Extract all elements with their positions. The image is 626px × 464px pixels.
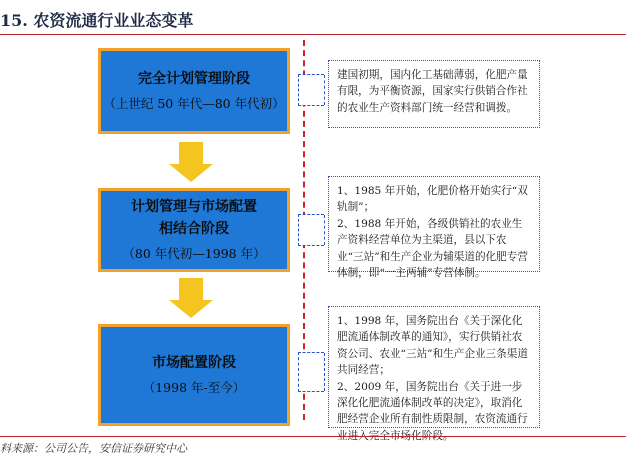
stage-2-period: （80 年代初—1998 年） (122, 246, 266, 261)
callout-bracket-2 (298, 214, 324, 246)
note-box-2 (328, 176, 540, 280)
note-box-3 (328, 306, 540, 442)
title-rule (0, 34, 626, 35)
arrow-1-head (169, 164, 213, 182)
note-3-line-1: 1、1998 年，国务院出台《关于深化化肥流通体制改革的通知》，实行供销社农资公司、农业“三站”和生产企业三条渠道共同经营； (337, 315, 528, 377)
note-1-text: 建国初期，国内化工基础薄弱，化肥产量有限，为平衡资源，国家实行供销合作社的农业生产资料部门统一经营和调拨。 (337, 69, 528, 114)
stage-1-name: 完全计划管理阶段 (138, 71, 250, 87)
figure-title: 15. 农资流通行业业态变革 (0, 11, 194, 30)
stage-2-name-line1: 计划管理与市场配置 (131, 199, 257, 215)
note-2-line-1: 1、1985 年开始，化肥价格开始实行“双轨制”； (337, 185, 528, 214)
flow-arrow-1 (169, 142, 213, 182)
arrow-2-shaft (179, 278, 203, 300)
stage-box-2 (98, 188, 290, 272)
figure-source: 料来源：公司公告，安信证券研究中心 (0, 442, 187, 455)
stage-2-name-line2: 相结合阶段 (159, 221, 229, 237)
note-2-line-2: 2、1988 年开始，各级供销社的农业生产资料经营单位为主渠道，县以下农业“三站”和生产企业为辅渠道的化肥专营体制，即“一主两辅”专营体制。 (337, 217, 528, 280)
stage-3-name: 市场配置阶段 (152, 355, 236, 371)
stage-3-period: （1998 年-至今） (142, 380, 246, 395)
stage-box-3 (98, 324, 290, 426)
arrow-2-head (169, 300, 213, 318)
flow-arrow-2 (169, 278, 213, 318)
source-rule (0, 436, 626, 437)
stage-1-period: （上世纪 50 年代—80 年代初） (103, 96, 285, 111)
callout-bracket-3 (298, 352, 324, 392)
callout-bracket-1 (298, 74, 324, 106)
note-3-line-2: 2、2009 年，国务院出台《关于进一步深化化肥流通体制改革的决定》，取消化肥经营企业所有制性质限制，农资流通行业进入完全市场化阶段。 (337, 380, 528, 442)
arrow-1-shaft (179, 142, 203, 164)
stage-box-1 (98, 48, 290, 134)
note-box-1 (328, 60, 540, 128)
